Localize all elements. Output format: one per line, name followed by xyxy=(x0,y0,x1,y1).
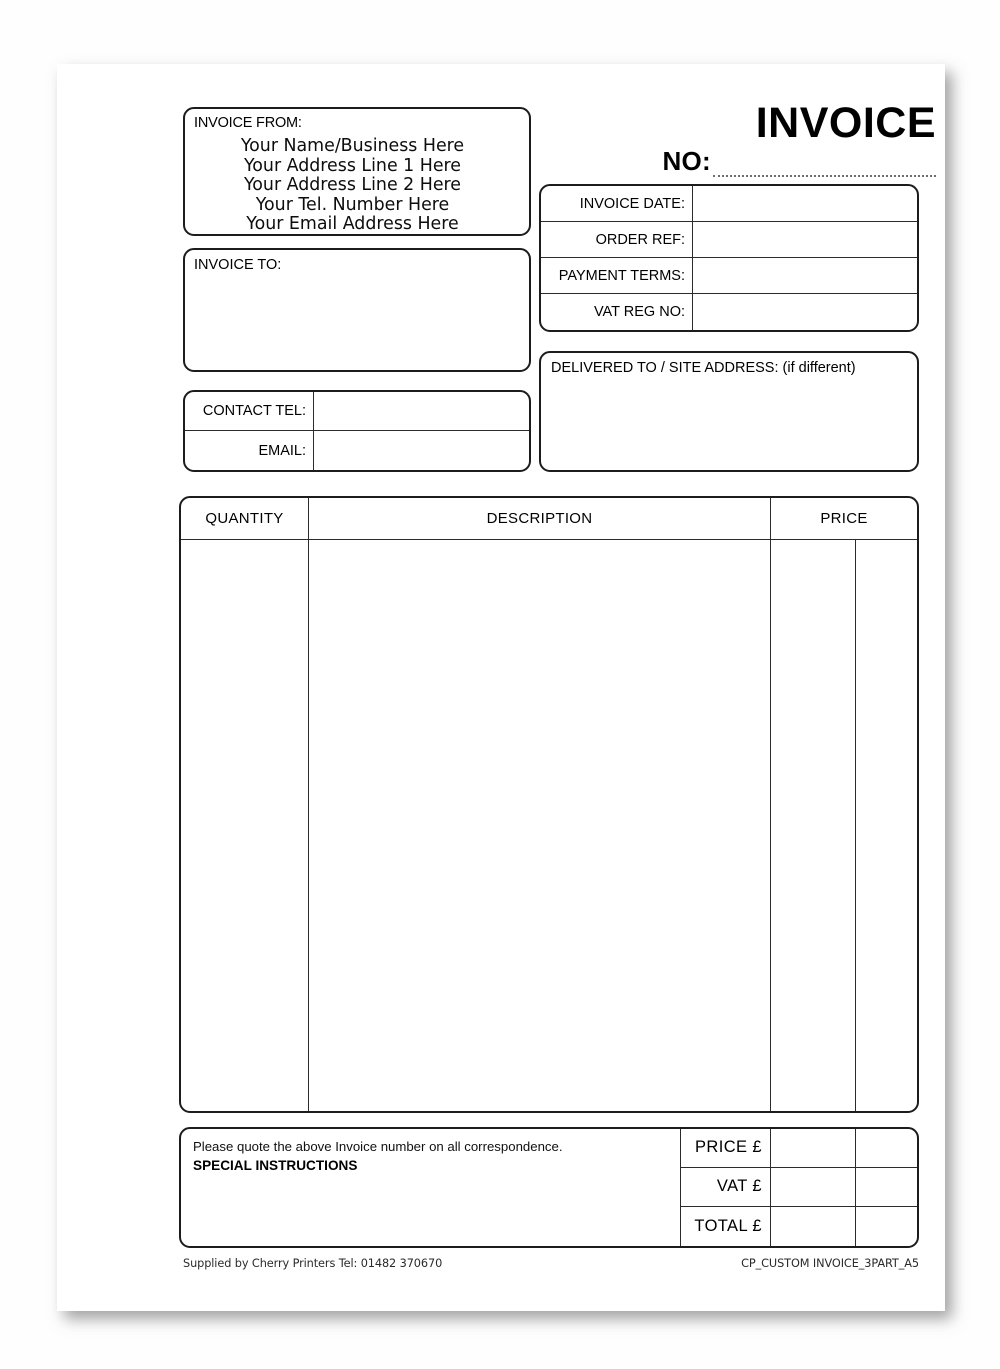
table-header-row xyxy=(181,498,917,540)
special-instructions-heading: SPECIAL INSTRUCTIONS xyxy=(193,1158,358,1173)
total-grand-label: TOTAL £ xyxy=(681,1207,771,1246)
table-row xyxy=(681,1207,917,1246)
total-price-pounds-field[interactable] xyxy=(771,1129,856,1167)
table-row xyxy=(541,258,917,294)
total-vat-pounds-field[interactable] xyxy=(771,1168,856,1206)
delivered-to-box[interactable] xyxy=(539,351,919,472)
total-grand-pence-field[interactable] xyxy=(856,1207,917,1246)
invoice-date-label: INVOICE DATE: xyxy=(541,186,693,221)
invoice-from-placeholder-lines xyxy=(185,137,520,235)
quantity-column-area[interactable] xyxy=(181,540,309,1113)
table-row xyxy=(541,186,917,222)
total-vat-label: VAT £ xyxy=(681,1168,771,1206)
column-header-description: DESCRIPTION xyxy=(309,498,771,539)
table-row xyxy=(681,1168,917,1207)
table-row xyxy=(541,222,917,258)
invoice-number-input[interactable] xyxy=(713,163,936,177)
description-column-area[interactable] xyxy=(309,540,771,1113)
column-header-price: PRICE xyxy=(820,510,868,527)
invoice-date-field[interactable] xyxy=(693,186,917,221)
invoice-to-label: INVOICE TO: xyxy=(194,257,282,273)
page-title: INVOICE xyxy=(755,99,936,147)
table-row xyxy=(185,431,529,470)
footer-product-code: CP_CUSTOM INVOICE_3PART_A5 xyxy=(741,1257,919,1270)
invoice-to-box[interactable] xyxy=(183,248,531,372)
vat-reg-no-label: VAT REG NO: xyxy=(541,294,693,330)
total-vat-pence-field[interactable] xyxy=(856,1168,917,1206)
from-line-4: Your Tel. Number Here xyxy=(255,194,450,215)
total-price-label: PRICE £ xyxy=(681,1129,771,1167)
from-line-1: Your Name/Business Here xyxy=(240,136,465,156)
price-pounds-column-area[interactable] xyxy=(771,540,856,1113)
invoice-paper xyxy=(57,64,945,1311)
table-row xyxy=(681,1129,917,1168)
email-field[interactable] xyxy=(314,431,529,470)
from-line-3: Your Address Line 2 Here xyxy=(243,175,462,196)
contact-tel-label: CONTACT TEL: xyxy=(185,392,314,430)
column-header-quantity: QUANTITY xyxy=(181,498,309,539)
contact-box xyxy=(183,390,531,472)
table-body xyxy=(181,540,917,1113)
special-instructions-area[interactable] xyxy=(181,1129,681,1246)
invoice-details-box xyxy=(539,184,919,332)
footer-supplier-text: Supplied by Cherry Printers Tel: 01482 370670 xyxy=(183,1257,443,1270)
table-row xyxy=(185,392,529,431)
from-line-5: Your Email Address Here xyxy=(246,214,459,235)
vat-reg-no-field[interactable] xyxy=(693,294,917,330)
quote-invoice-note: Please quote the above Invoice number on all correspondence. xyxy=(193,1139,563,1154)
footer xyxy=(183,1257,919,1270)
order-ref-field[interactable] xyxy=(693,222,917,257)
delivered-to-label: DELIVERED TO / SITE ADDRESS: (if different) xyxy=(551,360,856,376)
email-label: EMAIL: xyxy=(185,431,314,470)
table-row xyxy=(541,294,917,330)
payment-terms-field[interactable] xyxy=(693,258,917,293)
invoice-number-label: NO: xyxy=(662,146,711,176)
line-items-table xyxy=(179,496,919,1113)
total-price-pence-field[interactable] xyxy=(856,1129,917,1167)
invoice-from-box[interactable] xyxy=(183,107,531,236)
totals-grid xyxy=(681,1129,917,1246)
from-line-2: Your Address Line 1 Here xyxy=(243,155,462,176)
contact-tel-field[interactable] xyxy=(314,392,529,430)
instructions-and-totals-box xyxy=(179,1127,919,1248)
price-pence-column-area[interactable] xyxy=(856,540,917,1113)
invoice-number-row[interactable] xyxy=(662,146,936,177)
total-grand-pounds-field[interactable] xyxy=(771,1207,856,1246)
invoice-from-label: INVOICE FROM: xyxy=(194,115,302,131)
order-ref-label: ORDER REF: xyxy=(541,222,693,257)
payment-terms-label: PAYMENT TERMS: xyxy=(541,258,693,293)
